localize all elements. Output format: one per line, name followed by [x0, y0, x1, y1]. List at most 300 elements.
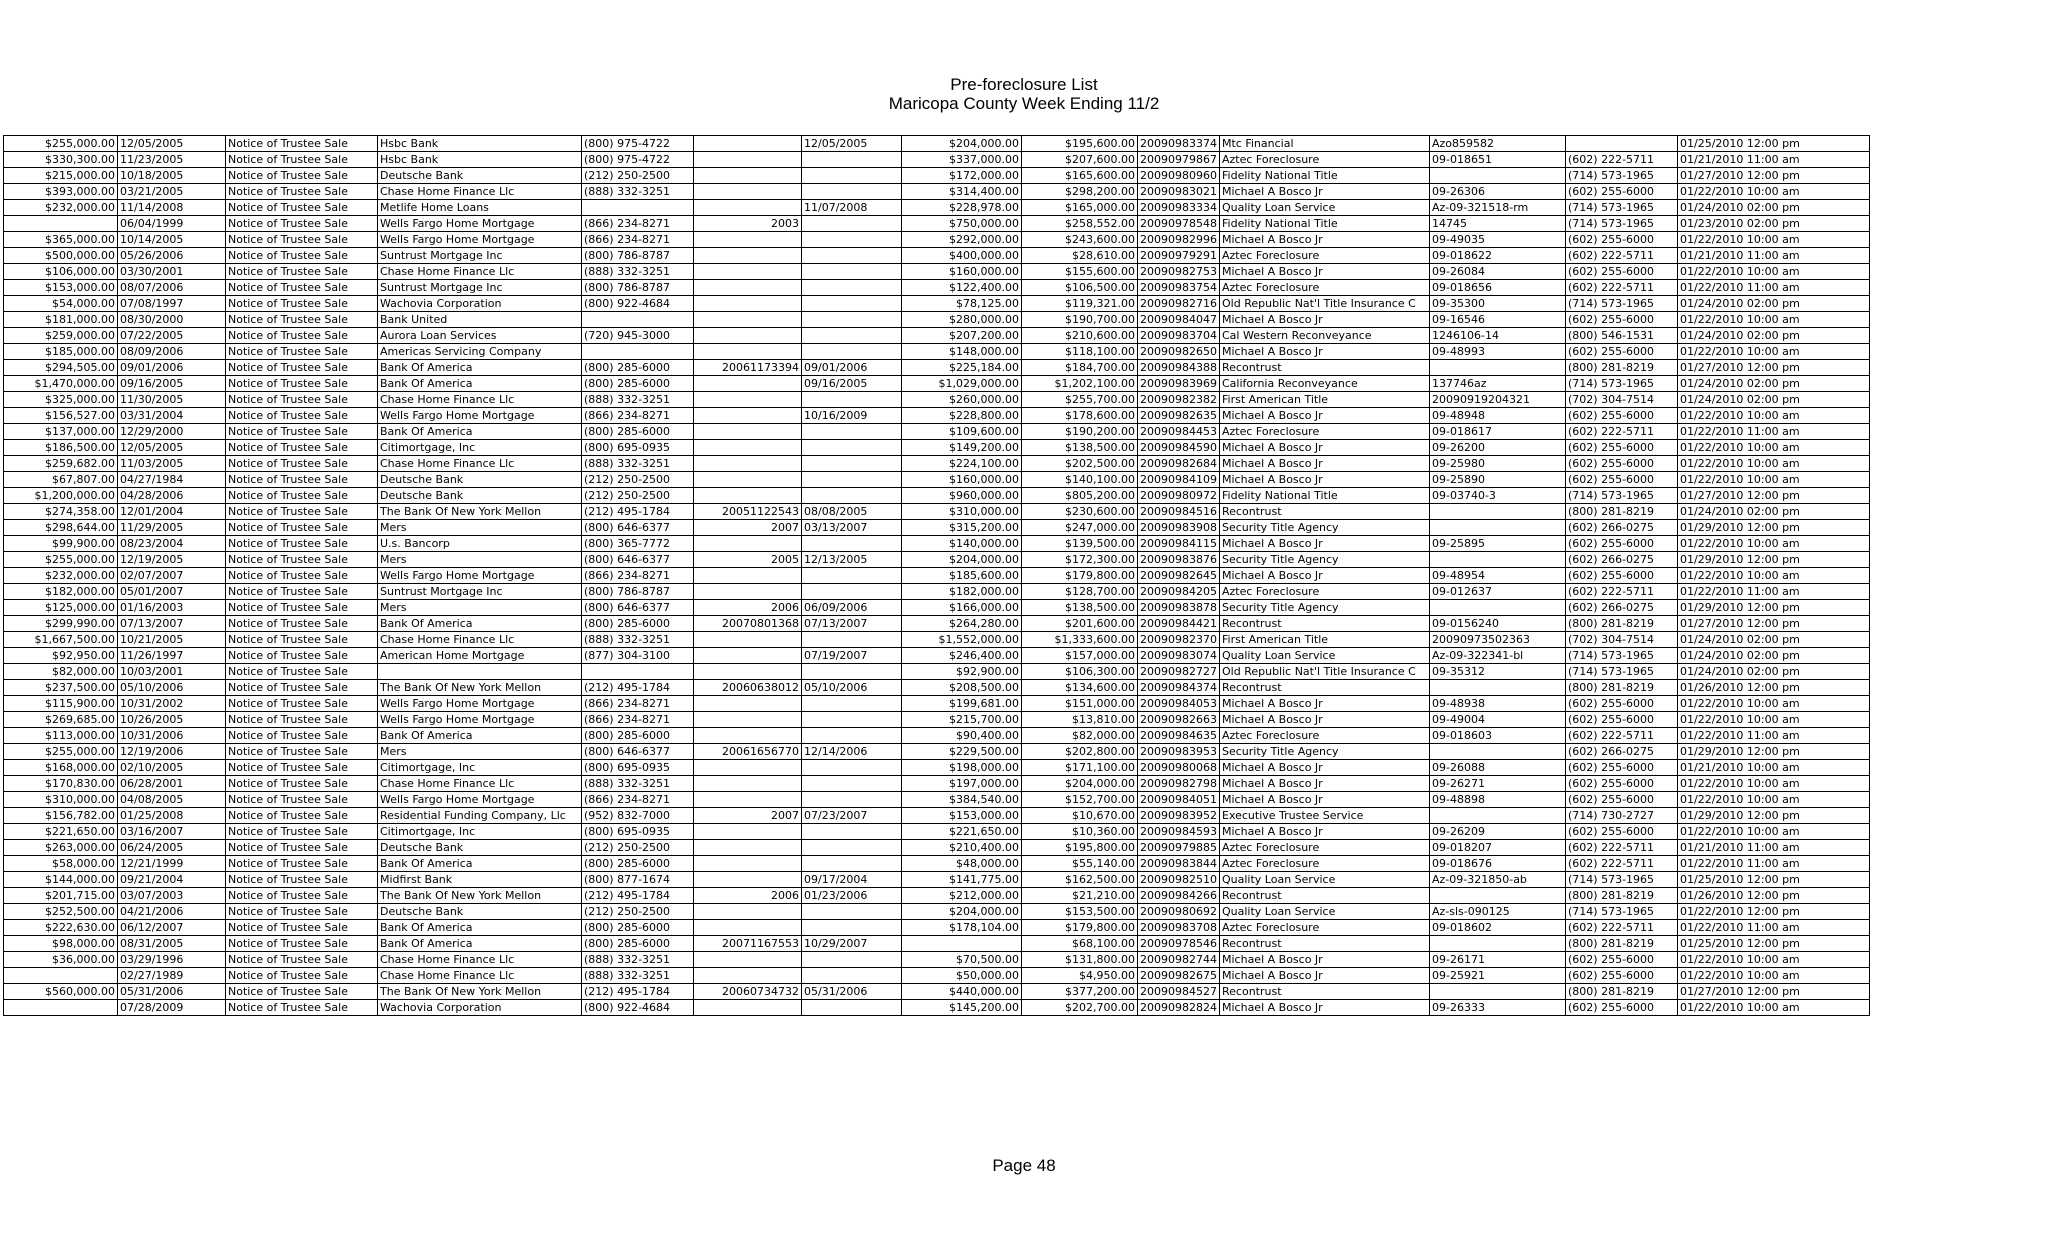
cell-balance: $165,000.00	[1022, 200, 1138, 216]
cell-loan-date	[802, 296, 902, 312]
cell-recorded-date: 12/29/2000	[118, 424, 226, 440]
cell-sale-date: 01/26/2010 12:00 pm	[1678, 888, 1870, 904]
cell-loan-date: 07/23/2007	[802, 808, 902, 824]
cell-lender: Americas Servicing Company	[378, 344, 582, 360]
cell-recorded-date: 11/30/2005	[118, 392, 226, 408]
cell-lender: Wells Fargo Home Mortgage	[378, 408, 582, 424]
cell-recorded-date: 04/21/2006	[118, 904, 226, 920]
table-row	[4, 664, 1870, 680]
table-row	[4, 184, 1870, 200]
cell-trustee-number	[1430, 680, 1566, 696]
cell-trustee: Recontrust	[1220, 888, 1430, 904]
cell-loan-date: 12/05/2005	[802, 136, 902, 152]
cell-record-number: 20090984374	[1138, 680, 1220, 696]
cell-sale-date: 01/25/2010 12:00 pm	[1678, 936, 1870, 952]
cell-amount: $274,358.00	[4, 504, 118, 520]
cell-recorded-date: 07/08/1997	[118, 296, 226, 312]
foreclosure-table	[3, 135, 1870, 1016]
cell-loan-date	[802, 280, 902, 296]
cell-recorded-date: 05/10/2006	[118, 680, 226, 696]
cell-sale-date: 01/22/2010 10:00 am	[1678, 568, 1870, 584]
table-row	[4, 168, 1870, 184]
cell-doc-number	[694, 312, 802, 328]
cell-amount: $1,470,000.00	[4, 376, 118, 392]
cell-sale-date: 01/22/2010 11:00 am	[1678, 424, 1870, 440]
cell-sale-date: 01/22/2010 10:00 am	[1678, 952, 1870, 968]
cell-trustee-number: 09-25921	[1430, 968, 1566, 984]
cell-notice-type: Notice of Trustee Sale	[226, 824, 378, 840]
cell-doc-number: 20071167553	[694, 936, 802, 952]
cell-lender-phone: (877) 304-3100	[582, 648, 694, 664]
cell-amount: $1,200,000.00	[4, 488, 118, 504]
cell-record-number: 20090980960	[1138, 168, 1220, 184]
cell-trustee-phone: (602) 222-5711	[1566, 840, 1678, 856]
table-row	[4, 520, 1870, 536]
cell-trustee-number: Az-09-322341-bl	[1430, 648, 1566, 664]
cell-loan-amount: $750,000.00	[902, 216, 1022, 232]
cell-lender-phone: (800) 285-6000	[582, 856, 694, 872]
table-row	[4, 712, 1870, 728]
cell-trustee-phone: (800) 281-8219	[1566, 360, 1678, 376]
cell-doc-number	[694, 440, 802, 456]
cell-trustee: Security Title Agency	[1220, 600, 1430, 616]
cell-recorded-date: 06/12/2007	[118, 920, 226, 936]
cell-sale-date: 01/22/2010 10:00 am	[1678, 232, 1870, 248]
cell-recorded-date: 09/01/2006	[118, 360, 226, 376]
cell-recorded-date: 01/16/2003	[118, 600, 226, 616]
cell-doc-number	[694, 392, 802, 408]
cell-trustee-phone: (702) 304-7514	[1566, 632, 1678, 648]
cell-trustee: Michael A Bosco Jr	[1220, 712, 1430, 728]
cell-lender: Bank Of America	[378, 728, 582, 744]
cell-notice-type: Notice of Trustee Sale	[226, 184, 378, 200]
cell-record-number: 20090984051	[1138, 792, 1220, 808]
cell-trustee-number	[1430, 520, 1566, 536]
cell-record-number: 20090979291	[1138, 248, 1220, 264]
cell-lender: Bank Of America	[378, 376, 582, 392]
cell-trustee-phone: (602) 222-5711	[1566, 920, 1678, 936]
cell-trustee-phone: (602) 222-5711	[1566, 728, 1678, 744]
cell-notice-type: Notice of Trustee Sale	[226, 376, 378, 392]
cell-balance: $21,210.00	[1022, 888, 1138, 904]
table-row	[4, 408, 1870, 424]
cell-notice-type: Notice of Trustee Sale	[226, 1000, 378, 1016]
cell-loan-date	[802, 472, 902, 488]
cell-trustee: First American Title	[1220, 392, 1430, 408]
cell-trustee: Aztec Foreclosure	[1220, 920, 1430, 936]
cell-notice-type: Notice of Trustee Sale	[226, 296, 378, 312]
cell-trustee-phone: (602) 222-5711	[1566, 856, 1678, 872]
cell-trustee: Old Republic Nat'l Title Insurance C	[1220, 664, 1430, 680]
cell-sale-date: 01/24/2010 02:00 pm	[1678, 392, 1870, 408]
cell-notice-type: Notice of Trustee Sale	[226, 712, 378, 728]
cell-balance: $165,600.00	[1022, 168, 1138, 184]
cell-trustee-phone: (602) 255-6000	[1566, 760, 1678, 776]
cell-trustee: Recontrust	[1220, 504, 1430, 520]
cell-loan-date	[802, 920, 902, 936]
cell-doc-number: 2006	[694, 888, 802, 904]
cell-notice-type: Notice of Trustee Sale	[226, 456, 378, 472]
cell-trustee-phone: (602) 255-6000	[1566, 776, 1678, 792]
cell-notice-type: Notice of Trustee Sale	[226, 136, 378, 152]
cell-trustee-number: 09-26084	[1430, 264, 1566, 280]
cell-trustee-number	[1430, 888, 1566, 904]
cell-record-number: 20090984205	[1138, 584, 1220, 600]
table-row	[4, 680, 1870, 696]
table-row	[4, 152, 1870, 168]
cell-loan-date: 12/13/2005	[802, 552, 902, 568]
cell-lender: Suntrust Mortgage Inc	[378, 248, 582, 264]
cell-doc-number	[694, 824, 802, 840]
cell-trustee-number: 09-018651	[1430, 152, 1566, 168]
cell-lender-phone: (888) 332-3251	[582, 264, 694, 280]
cell-trustee-number: 137746az	[1430, 376, 1566, 392]
cell-amount: $222,630.00	[4, 920, 118, 936]
cell-trustee-number	[1430, 168, 1566, 184]
cell-balance: $190,200.00	[1022, 424, 1138, 440]
cell-trustee-number: 09-018676	[1430, 856, 1566, 872]
cell-loan-date	[802, 168, 902, 184]
cell-loan-date: 01/23/2006	[802, 888, 902, 904]
cell-recorded-date: 12/05/2005	[118, 440, 226, 456]
cell-loan-date	[802, 728, 902, 744]
cell-amount: $237,500.00	[4, 680, 118, 696]
cell-notice-type: Notice of Trustee Sale	[226, 776, 378, 792]
cell-record-number: 20090982382	[1138, 392, 1220, 408]
cell-notice-type: Notice of Trustee Sale	[226, 632, 378, 648]
cell-sale-date: 01/27/2010 12:00 pm	[1678, 168, 1870, 184]
cell-record-number: 20090982798	[1138, 776, 1220, 792]
cell-trustee-number: Azo859582	[1430, 136, 1566, 152]
cell-sale-date: 01/22/2010 11:00 am	[1678, 728, 1870, 744]
cell-trustee-phone: (800) 281-8219	[1566, 936, 1678, 952]
cell-amount: $144,000.00	[4, 872, 118, 888]
cell-balance: $172,300.00	[1022, 552, 1138, 568]
cell-lender: Chase Home Finance Llc	[378, 184, 582, 200]
cell-sale-date: 01/21/2010 10:00 am	[1678, 760, 1870, 776]
cell-balance: $157,000.00	[1022, 648, 1138, 664]
cell-loan-amount: $314,400.00	[902, 184, 1022, 200]
cell-balance: $119,321.00	[1022, 296, 1138, 312]
cell-lender: Bank United	[378, 312, 582, 328]
cell-loan-date: 05/10/2006	[802, 680, 902, 696]
cell-record-number: 20090984115	[1138, 536, 1220, 552]
cell-sale-date: 01/22/2010 10:00 am	[1678, 1000, 1870, 1016]
table-row	[4, 648, 1870, 664]
cell-notice-type: Notice of Trustee Sale	[226, 984, 378, 1000]
cell-record-number: 20090982753	[1138, 264, 1220, 280]
cell-recorded-date: 12/19/2006	[118, 744, 226, 760]
cell-trustee-number: 09-0156240	[1430, 616, 1566, 632]
cell-loan-amount: $182,000.00	[902, 584, 1022, 600]
cell-trustee: Aztec Foreclosure	[1220, 424, 1430, 440]
cell-amount: $325,000.00	[4, 392, 118, 408]
cell-doc-number	[694, 200, 802, 216]
cell-balance: $82,000.00	[1022, 728, 1138, 744]
cell-lender-phone: (800) 285-6000	[582, 360, 694, 376]
cell-sale-date: 01/22/2010 10:00 am	[1678, 824, 1870, 840]
cell-sale-date: 01/22/2010 10:00 am	[1678, 472, 1870, 488]
cell-trustee-number: Az-09-321518-rm	[1430, 200, 1566, 216]
cell-doc-number: 2006	[694, 600, 802, 616]
cell-lender: Wells Fargo Home Mortgage	[378, 696, 582, 712]
cell-amount: $82,000.00	[4, 664, 118, 680]
cell-lender: Wells Fargo Home Mortgage	[378, 232, 582, 248]
cell-lender: Chase Home Finance Llc	[378, 264, 582, 280]
cell-trustee-number: 09-26333	[1430, 1000, 1566, 1016]
cell-sale-date: 01/24/2010 02:00 pm	[1678, 664, 1870, 680]
cell-loan-amount: $229,500.00	[902, 744, 1022, 760]
cell-trustee: Michael A Bosco Jr	[1220, 824, 1430, 840]
cell-balance: $106,500.00	[1022, 280, 1138, 296]
cell-trustee: Quality Loan Service	[1220, 872, 1430, 888]
cell-trustee-phone: (800) 281-8219	[1566, 616, 1678, 632]
cell-notice-type: Notice of Trustee Sale	[226, 936, 378, 952]
cell-trustee-number	[1430, 744, 1566, 760]
cell-notice-type: Notice of Trustee Sale	[226, 360, 378, 376]
cell-doc-number	[694, 376, 802, 392]
cell-notice-type: Notice of Trustee Sale	[226, 952, 378, 968]
cell-sale-date: 01/22/2010 10:00 am	[1678, 184, 1870, 200]
cell-trustee-phone: (602) 222-5711	[1566, 152, 1678, 168]
cell-record-number: 20090983021	[1138, 184, 1220, 200]
cell-notice-type: Notice of Trustee Sale	[226, 328, 378, 344]
cell-amount: $137,000.00	[4, 424, 118, 440]
cell-notice-type: Notice of Trustee Sale	[226, 520, 378, 536]
cell-notice-type: Notice of Trustee Sale	[226, 248, 378, 264]
cell-trustee-number: 09-16546	[1430, 312, 1566, 328]
cell-sale-date: 01/23/2010 02:00 pm	[1678, 216, 1870, 232]
cell-balance: $247,000.00	[1022, 520, 1138, 536]
cell-trustee-number: 09-25895	[1430, 536, 1566, 552]
cell-loan-date	[802, 840, 902, 856]
cell-lender: Bank Of America	[378, 424, 582, 440]
cell-recorded-date: 03/30/2001	[118, 264, 226, 280]
cell-trustee: Aztec Foreclosure	[1220, 856, 1430, 872]
cell-lender-phone: (212) 495-1784	[582, 680, 694, 696]
table-row	[4, 264, 1870, 280]
cell-lender-phone: (888) 332-3251	[582, 456, 694, 472]
cell-amount: $182,000.00	[4, 584, 118, 600]
cell-recorded-date: 12/05/2005	[118, 136, 226, 152]
table-row	[4, 296, 1870, 312]
cell-record-number: 20090982744	[1138, 952, 1220, 968]
cell-trustee: Recontrust	[1220, 984, 1430, 1000]
cell-loan-date	[802, 792, 902, 808]
cell-notice-type: Notice of Trustee Sale	[226, 904, 378, 920]
cell-trustee-number: Az-sls-090125	[1430, 904, 1566, 920]
table-row	[4, 472, 1870, 488]
cell-amount: $215,000.00	[4, 168, 118, 184]
cell-recorded-date: 11/26/1997	[118, 648, 226, 664]
cell-recorded-date: 06/28/2001	[118, 776, 226, 792]
cell-trustee-number	[1430, 808, 1566, 824]
table-row	[4, 216, 1870, 232]
cell-doc-number	[694, 456, 802, 472]
cell-trustee-number: 09-49004	[1430, 712, 1566, 728]
cell-sale-date: 01/26/2010 12:00 pm	[1678, 680, 1870, 696]
cell-lender-phone: (800) 922-4684	[582, 1000, 694, 1016]
cell-lender-phone: (800) 922-4684	[582, 296, 694, 312]
cell-loan-date	[802, 440, 902, 456]
cell-balance: $179,800.00	[1022, 920, 1138, 936]
cell-trustee-phone: (602) 222-5711	[1566, 248, 1678, 264]
cell-record-number: 20090983754	[1138, 280, 1220, 296]
cell-lender-phone: (888) 332-3251	[582, 632, 694, 648]
cell-amount: $365,000.00	[4, 232, 118, 248]
cell-amount: $294,505.00	[4, 360, 118, 376]
cell-loan-amount: $208,500.00	[902, 680, 1022, 696]
cell-amount: $1,667,500.00	[4, 632, 118, 648]
cell-loan-amount: $148,000.00	[902, 344, 1022, 360]
cell-recorded-date: 08/31/2005	[118, 936, 226, 952]
cell-doc-number: 20060734732	[694, 984, 802, 1000]
cell-lender-phone: (888) 332-3251	[582, 392, 694, 408]
cell-recorded-date: 11/03/2005	[118, 456, 226, 472]
cell-lender: Chase Home Finance Llc	[378, 968, 582, 984]
cell-loan-amount: $78,125.00	[902, 296, 1022, 312]
cell-loan-amount: $210,400.00	[902, 840, 1022, 856]
cell-sale-date: 01/24/2010 02:00 pm	[1678, 648, 1870, 664]
cell-doc-number	[694, 792, 802, 808]
cell-recorded-date: 10/21/2005	[118, 632, 226, 648]
cell-trustee-phone: (714) 573-1965	[1566, 872, 1678, 888]
cell-loan-amount: $264,280.00	[902, 616, 1022, 632]
table-row	[4, 984, 1870, 1000]
cell-trustee-phone: (800) 281-8219	[1566, 888, 1678, 904]
cell-lender-phone: (888) 332-3251	[582, 952, 694, 968]
cell-record-number: 20090982727	[1138, 664, 1220, 680]
cell-notice-type: Notice of Trustee Sale	[226, 568, 378, 584]
cell-trustee: Aztec Foreclosure	[1220, 248, 1430, 264]
cell-notice-type: Notice of Trustee Sale	[226, 696, 378, 712]
cell-record-number: 20090980972	[1138, 488, 1220, 504]
cell-trustee-phone: (602) 255-6000	[1566, 232, 1678, 248]
cell-trustee-number: 14745	[1430, 216, 1566, 232]
cell-lender: Deutsche Bank	[378, 840, 582, 856]
cell-doc-number	[694, 408, 802, 424]
cell-trustee: First American Title	[1220, 632, 1430, 648]
cell-balance: $178,600.00	[1022, 408, 1138, 424]
cell-lender: Mers	[378, 600, 582, 616]
cell-lender: American Home Mortgage	[378, 648, 582, 664]
cell-loan-amount: $172,000.00	[902, 168, 1022, 184]
cell-trustee-phone: (602) 266-0275	[1566, 600, 1678, 616]
cell-loan-date	[802, 184, 902, 200]
cell-loan-date	[802, 488, 902, 504]
cell-loan-date: 09/17/2004	[802, 872, 902, 888]
cell-trustee-phone: (714) 730-2727	[1566, 808, 1678, 824]
cell-notice-type: Notice of Trustee Sale	[226, 488, 378, 504]
cell-trustee-number: 1246106-14	[1430, 328, 1566, 344]
cell-doc-number	[694, 584, 802, 600]
cell-recorded-date: 10/14/2005	[118, 232, 226, 248]
cell-lender: Chase Home Finance Llc	[378, 952, 582, 968]
cell-loan-amount: $228,800.00	[902, 408, 1022, 424]
cell-trustee: Michael A Bosco Jr	[1220, 536, 1430, 552]
cell-trustee-number: 09-03740-3	[1430, 488, 1566, 504]
cell-recorded-date: 08/09/2006	[118, 344, 226, 360]
cell-recorded-date: 04/27/1984	[118, 472, 226, 488]
cell-trustee: Michael A Bosco Jr	[1220, 1000, 1430, 1016]
cell-loan-date	[802, 664, 902, 680]
cell-balance: $162,500.00	[1022, 872, 1138, 888]
cell-amount: $54,000.00	[4, 296, 118, 312]
cell-record-number: 20090979867	[1138, 152, 1220, 168]
cell-record-number: 20090983908	[1138, 520, 1220, 536]
cell-balance: $10,670.00	[1022, 808, 1138, 824]
cell-lender: Suntrust Mortgage Inc	[378, 584, 582, 600]
cell-lender: The Bank Of New York Mellon	[378, 680, 582, 696]
table-row	[4, 552, 1870, 568]
cell-balance: $131,800.00	[1022, 952, 1138, 968]
cell-loan-amount: $207,200.00	[902, 328, 1022, 344]
cell-amount: $259,682.00	[4, 456, 118, 472]
cell-loan-date	[802, 776, 902, 792]
cell-loan-amount: $141,775.00	[902, 872, 1022, 888]
cell-lender: Hsbc Bank	[378, 136, 582, 152]
cell-balance: $68,100.00	[1022, 936, 1138, 952]
cell-balance: $190,700.00	[1022, 312, 1138, 328]
cell-amount: $99,900.00	[4, 536, 118, 552]
cell-lender-phone: (866) 234-8271	[582, 712, 694, 728]
cell-loan-date	[802, 856, 902, 872]
cell-lender-phone: (800) 646-6377	[582, 744, 694, 760]
table-row	[4, 888, 1870, 904]
cell-sale-date: 01/22/2010 10:00 am	[1678, 312, 1870, 328]
cell-trustee-number: 09-26171	[1430, 952, 1566, 968]
cell-trustee: Michael A Bosco Jr	[1220, 568, 1430, 584]
cell-loan-date: 09/01/2006	[802, 360, 902, 376]
cell-lender: Bank Of America	[378, 936, 582, 952]
cell-lender: Deutsche Bank	[378, 904, 582, 920]
cell-trustee-number: 09-25890	[1430, 472, 1566, 488]
cell-record-number: 20090978546	[1138, 936, 1220, 952]
cell-trustee-number: 09-018622	[1430, 248, 1566, 264]
cell-trustee-phone: (800) 281-8219	[1566, 984, 1678, 1000]
cell-loan-date	[802, 456, 902, 472]
cell-loan-amount: $204,000.00	[902, 136, 1022, 152]
cell-loan-amount: $212,000.00	[902, 888, 1022, 904]
cell-loan-amount: $198,000.00	[902, 760, 1022, 776]
cell-lender-phone	[582, 200, 694, 216]
cell-balance: $153,500.00	[1022, 904, 1138, 920]
cell-notice-type: Notice of Trustee Sale	[226, 856, 378, 872]
cell-loan-date: 05/31/2006	[802, 984, 902, 1000]
table-row	[4, 280, 1870, 296]
cell-balance: $171,100.00	[1022, 760, 1138, 776]
cell-recorded-date: 11/14/2008	[118, 200, 226, 216]
cell-recorded-date: 08/23/2004	[118, 536, 226, 552]
cell-doc-number: 2005	[694, 552, 802, 568]
cell-notice-type: Notice of Trustee Sale	[226, 840, 378, 856]
cell-loan-date	[802, 584, 902, 600]
cell-lender-phone: (212) 495-1784	[582, 984, 694, 1000]
cell-trustee-phone: (602) 255-6000	[1566, 968, 1678, 984]
cell-notice-type: Notice of Trustee Sale	[226, 680, 378, 696]
cell-loan-date	[802, 232, 902, 248]
cell-trustee: Security Title Agency	[1220, 744, 1430, 760]
cell-lender-phone: (800) 646-6377	[582, 600, 694, 616]
cell-trustee: Aztec Foreclosure	[1220, 280, 1430, 296]
cell-trustee: Michael A Bosco Jr	[1220, 184, 1430, 200]
cell-doc-number	[694, 184, 802, 200]
cell-amount: $221,650.00	[4, 824, 118, 840]
page-title: Pre-foreclosure List	[950, 75, 1098, 94]
cell-trustee-phone: (714) 573-1965	[1566, 904, 1678, 920]
cell-record-number: 20090984266	[1138, 888, 1220, 904]
cell-trustee: Security Title Agency	[1220, 520, 1430, 536]
